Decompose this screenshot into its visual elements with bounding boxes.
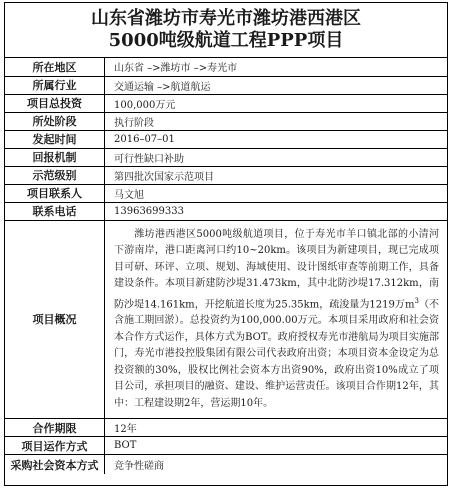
row-label-procurement: 采购社会资本方式 [5, 455, 105, 474]
row-value-stage: 执行阶段 [105, 112, 448, 130]
row-value-return-mechanism: 可行性缺口补助 [105, 148, 448, 166]
row-label-phone: 联系电话 [5, 202, 105, 220]
row-label-industry: 所属行业 [5, 76, 105, 94]
table-row [5, 202, 447, 220]
row-label-contact: 项目联系人 [5, 184, 105, 202]
overview-unit-superscript: 3 [414, 296, 419, 305]
title-line-2: 5000吨级航道工程PPP项目 [108, 30, 344, 51]
table-row [5, 130, 447, 148]
table-row [5, 184, 447, 202]
row-value-region: 山东省 –>潍坊市 –>寿光市 [105, 58, 448, 76]
row-value-term: 12年 [105, 419, 448, 437]
project-info-table [5, 58, 447, 474]
table-row [5, 437, 447, 455]
row-value-industry: 交通运输 –>航道航运 [105, 76, 448, 94]
table-row [5, 112, 447, 130]
row-value-phone: 13963699333 [105, 202, 448, 220]
project-info-sheet [4, 2, 448, 486]
row-label-demo-level: 示范级别 [5, 166, 105, 184]
row-label-operation-mode: 项目运作方式 [5, 437, 105, 455]
row-label-overview: 项目概况 [5, 220, 105, 419]
page-title [5, 3, 447, 58]
row-label-total-investment: 项目总投资 [5, 94, 105, 112]
row-label-stage: 所处阶段 [5, 112, 105, 130]
row-value-overview [105, 220, 448, 419]
row-value-operation-mode: BOT [105, 437, 448, 455]
row-label-start-date: 发起时间 [5, 130, 105, 148]
table-row [5, 220, 447, 419]
row-label-term: 合作期限 [5, 419, 105, 437]
table-row [5, 166, 447, 184]
row-value-contact: 马文旭 [105, 184, 448, 202]
row-value-procurement: 竞争性磋商 [105, 455, 448, 474]
table-row [5, 148, 447, 166]
overview-text-b: （不含施工期回淤）。总投资约为100,000.00万元。本项目采用政府和社会资本合作方式运作，具体方式为BOT。政府授权寿光市港航局为项目实施部门，寿光市港投控股集团有限公司代表政府出资；本项目资本金设定为总投资额的30%，股权比例社会资本方出资90%，政府出资10%成立了项目公司，承担项目的融资、建设、维护运营责任。该项目合作期12年，其中：工程建设期2年，营运期10年。 [114, 298, 440, 409]
table-row [5, 76, 447, 94]
table-row [5, 455, 447, 474]
row-value-total-investment: 100,000万元 [105, 94, 448, 112]
table-row [5, 58, 447, 76]
table-row [5, 94, 447, 112]
row-label-region: 所在地区 [5, 58, 105, 76]
table-row [5, 419, 447, 437]
row-value-start-date: 2016–07–01 [105, 130, 448, 148]
title-line-1: 山东省潍坊市寿光市潍坊港西港区 [91, 8, 361, 29]
row-value-demo-level: 第四批次国家示范项目 [105, 166, 448, 184]
overview-text-a: 潍坊港西港区5000吨级航道项目，位于寿光市羊口镇北部的小清河下游南岸，港口距离河口约10~20km。该项目为新建项目，现已完成项目可研、环评、立项、规划、海域使用、设计图纸审查等前期工作，具备建设条件。本项目新建防沙堤31.473km，其中北防沙堤17.312km，南防沙堤14.161km，开挖航道长度为25.35km，疏浚量为1219万m [114, 228, 439, 310]
row-label-return-mechanism: 回报机制 [5, 148, 105, 166]
